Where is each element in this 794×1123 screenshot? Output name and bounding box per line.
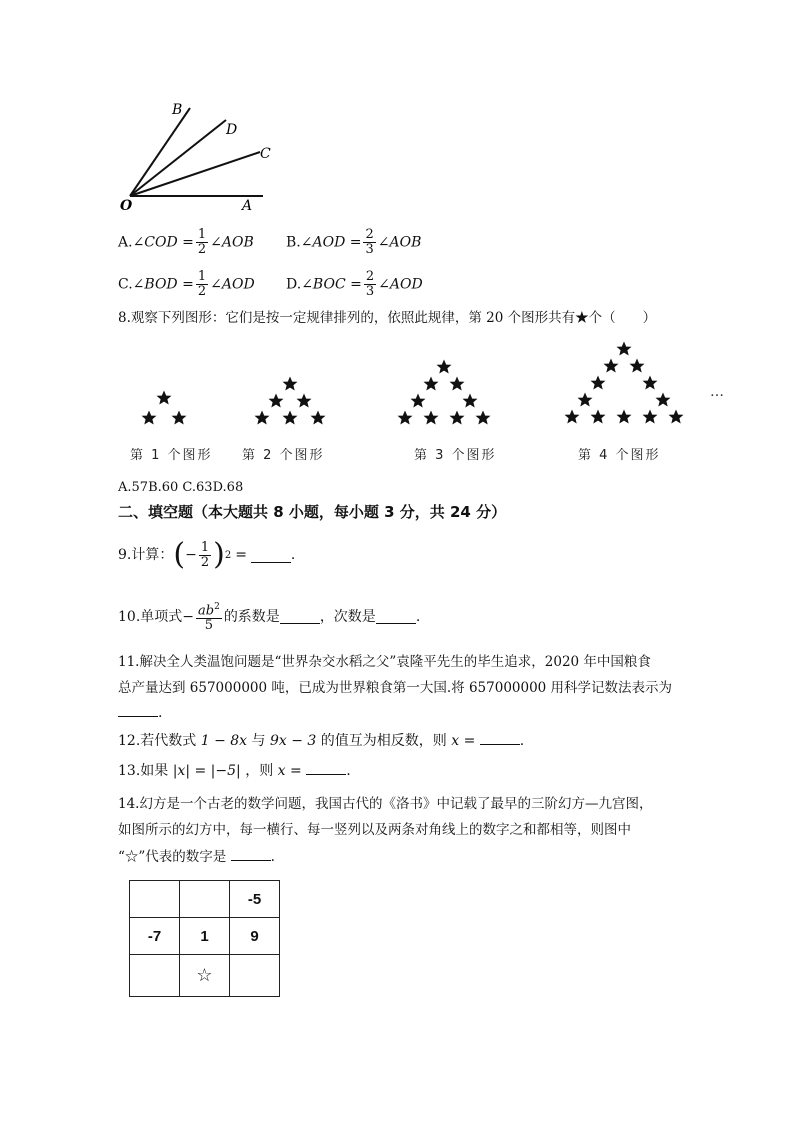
q12-var: x =: [451, 733, 476, 749]
figure-label-1: 第 1 个图形: [130, 448, 213, 463]
star-icon: [578, 393, 593, 407]
figure-label-4: 第 4 个图形: [578, 448, 661, 463]
star-icon: [424, 411, 439, 425]
q9-right-paren: ): [213, 537, 225, 572]
magic-cell: -5: [229, 880, 280, 918]
star-icon: [311, 411, 326, 425]
label-A: A: [242, 198, 253, 214]
q12-end: .: [519, 733, 525, 749]
q11-line1: 11.解决全人类温饱问题是“世界杂交水稻之父”袁隆平先生的毕生追求，2020 年中国粮食: [118, 654, 651, 670]
magic-cell: -7: [129, 917, 180, 955]
option-d-num: 2: [365, 269, 375, 284]
label-D: D: [226, 122, 238, 138]
star-icon: [283, 411, 298, 425]
star-icon: [476, 411, 491, 425]
magic-cell: [179, 880, 230, 918]
star-icon: [411, 394, 426, 408]
q10-num: [196, 600, 222, 619]
option-d: [286, 270, 423, 299]
q9-answer-blank[interactable]: [251, 548, 291, 563]
q9-prefix: 9.计算：: [118, 547, 174, 563]
star-icon: [269, 394, 284, 408]
q12-expr1: 1 − 8x: [200, 733, 248, 749]
q14-line2: 如图所示的幻方中，每一横行、每一竖列以及两条对角线上的数字之和都相等，则图中: [118, 822, 631, 838]
q13-prefix: 13.如果: [118, 763, 169, 779]
q12-prefix: 12.若代数式: [118, 733, 197, 749]
label-B: B: [172, 102, 183, 118]
q9-den: 2: [200, 554, 210, 570]
option-a-rhs: ∠AOB: [210, 234, 254, 251]
angle-figure: [118, 98, 288, 216]
star-icon: [463, 394, 478, 408]
option-c-prefix: C.: [118, 276, 133, 293]
figure-label-3: 第 3 个图形: [414, 448, 497, 463]
q9-fraction: [199, 541, 211, 570]
q9-num: 1: [200, 539, 210, 555]
section-heading: 二、填空题（本大题共 8 小题，每小题 3 分，共 24 分）: [118, 503, 507, 521]
option-b-num: 2: [365, 227, 374, 242]
q14-line3: [118, 846, 275, 867]
option-c-lhs: ∠BOD =: [132, 276, 194, 293]
q13-tail: ，则: [245, 763, 274, 779]
star-icon: [565, 410, 580, 424]
label-O: O: [120, 198, 133, 214]
star-icon: [142, 411, 157, 425]
q13: [118, 760, 351, 781]
q12-expr2: 9x − 3: [269, 733, 317, 749]
q9-exponent: 2: [224, 550, 232, 561]
star-icon: [450, 411, 465, 425]
star-icon: [255, 411, 270, 425]
option-d-den: 3: [365, 284, 375, 299]
star-icon: [656, 393, 671, 407]
q10-num-exp: 2: [214, 602, 220, 612]
q11-line2: 总产量达到 657000000 吨，已成为世界粮食第一大国.将 657000000 用科学记数法表示为: [118, 680, 673, 696]
label-C: C: [260, 146, 271, 162]
q11-answer-blank[interactable]: [118, 702, 158, 717]
option-d-lhs: ∠BOC =: [301, 276, 362, 293]
option-b-fraction: [363, 228, 375, 257]
option-c-fraction: [196, 270, 208, 299]
option-c-num: 1: [197, 269, 207, 284]
star-icon: [398, 411, 413, 425]
q12-tail: 的值互为相反数，则: [320, 733, 447, 749]
magic-cell: [129, 880, 180, 918]
option-b-den: 3: [365, 242, 374, 257]
option-b-prefix: B.: [286, 234, 301, 251]
q8-text: 8.观察下列图形：它们是按一定规律排列的，依照此规律，第 20 个图形共有★个（ ）: [118, 310, 657, 326]
q13-end: .: [346, 763, 351, 779]
star-icon: [630, 359, 645, 373]
q14-line3-text: “☆”代表的数字是: [118, 849, 227, 865]
q10-mid: 的系数是: [223, 608, 280, 625]
option-d-prefix: D.: [286, 276, 302, 293]
q10-mid2: ，次数是: [319, 608, 376, 625]
q10-end: .: [415, 608, 421, 625]
magic-cell-star: ☆: [179, 954, 230, 997]
q12: [118, 730, 524, 751]
star-icon: [617, 342, 632, 356]
q10-num-base: ab: [198, 603, 215, 619]
q8-options: A.57B.60 C.63D.68: [118, 480, 244, 495]
star-icon: [424, 377, 439, 391]
option-c-rhs: ∠AOD: [210, 276, 255, 293]
magic-cell: 1: [179, 917, 230, 955]
magic-square: [129, 880, 284, 997]
star-icon: [450, 377, 465, 391]
option-d-fraction: [364, 270, 376, 299]
option-a-prefix: A.: [118, 234, 133, 251]
q9-equals: =: [235, 547, 247, 563]
q10-degree-blank[interactable]: [376, 609, 416, 624]
star-icon: [437, 360, 452, 374]
option-a-lhs: ∠COD =: [132, 234, 194, 251]
q10: [118, 600, 420, 633]
star-icon: [617, 410, 632, 424]
star-icon: [591, 410, 606, 424]
magic-cell: [129, 954, 180, 997]
q10-minus: −: [182, 608, 194, 625]
q9-end: .: [290, 547, 296, 563]
star-icon: [591, 376, 606, 390]
star-icon: [172, 411, 187, 425]
option-a-num: 1: [197, 227, 207, 242]
star-icon: [643, 410, 658, 424]
ellipsis: …: [710, 384, 724, 400]
q10-prefix: 10.单项式: [118, 608, 183, 625]
q9-left-paren: (: [173, 537, 186, 572]
magic-cell: [229, 954, 280, 997]
star-icon: [283, 377, 298, 391]
figure-label-2: 第 2 个图形: [242, 448, 325, 463]
option-a: [118, 228, 254, 257]
option-b: [286, 228, 421, 257]
option-a-fraction: [196, 228, 208, 257]
q13-answer-blank[interactable]: [306, 760, 346, 775]
q14-line1: 14.幻方是一个古老的数学问题，我国古代的《洛书》中记载了最早的三阶幻方—九宫图，: [118, 796, 653, 812]
option-a-den: 2: [197, 242, 207, 257]
star-icon: [669, 410, 684, 424]
option-b-lhs: ∠AOD =: [300, 234, 362, 251]
q11-answer: [118, 702, 162, 723]
q10-coefficient-blank[interactable]: [280, 609, 320, 624]
q13-expr: |x| = |−5|: [172, 763, 241, 779]
q9: [118, 537, 296, 572]
q12-mid: 与: [251, 733, 266, 749]
q10-fraction: [196, 600, 222, 633]
option-c: [118, 270, 255, 299]
star-icon: [157, 391, 172, 405]
q14-end: .: [270, 849, 275, 865]
q9-minus: −: [185, 547, 197, 563]
star-patterns: [118, 338, 738, 430]
option-d-rhs: ∠AOD: [378, 276, 423, 293]
q11-end: .: [158, 705, 163, 721]
star-icon: [297, 394, 312, 408]
magic-cell: 9: [229, 917, 280, 955]
option-b-rhs: ∠AOB: [377, 234, 422, 251]
star-icon: [643, 376, 658, 390]
star-icon: [604, 359, 619, 373]
q12-answer-blank[interactable]: [480, 730, 520, 745]
q10-den: 5: [204, 618, 214, 634]
q14-answer-blank[interactable]: [231, 846, 271, 861]
q13-var: x =: [277, 763, 302, 779]
option-c-den: 2: [197, 284, 207, 299]
